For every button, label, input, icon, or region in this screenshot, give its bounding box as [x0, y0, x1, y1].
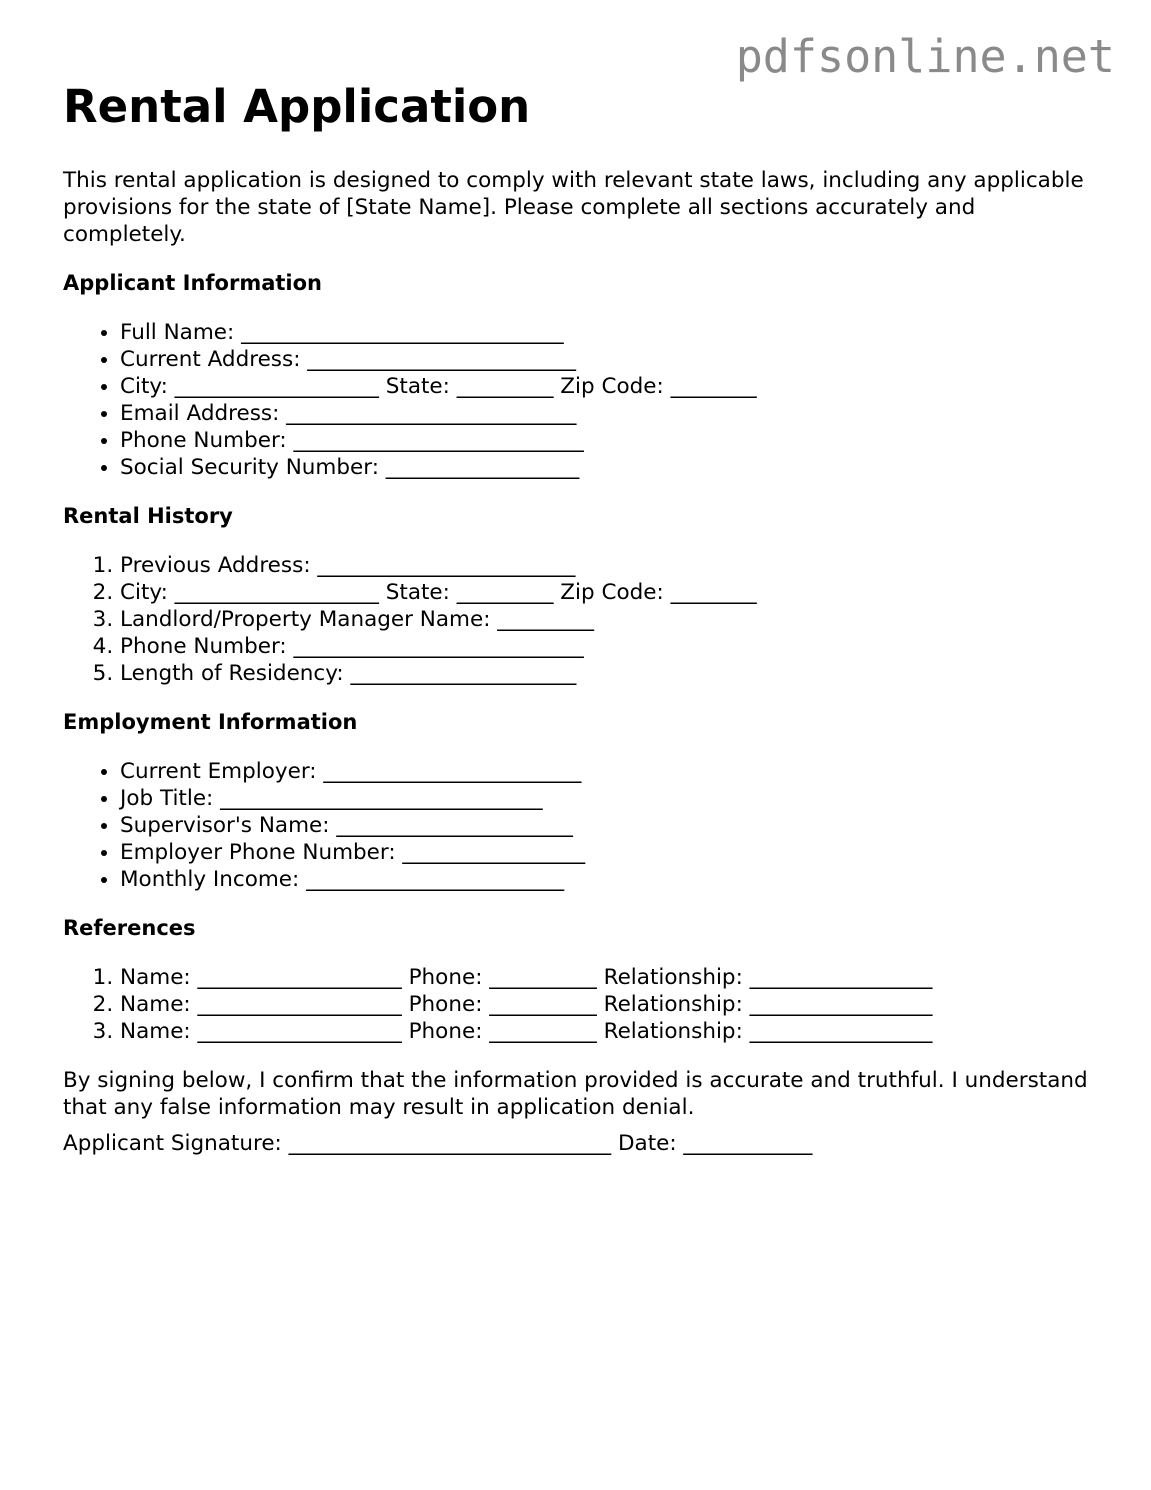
- references-list: [63, 964, 1093, 1045]
- phone-number-field[interactable]: • Phone Number: ___________________________: [120, 427, 1093, 454]
- supervisor-name-field[interactable]: • Supervisor's Name: ______________________: [120, 812, 1093, 839]
- current-address-field[interactable]: • Current Address: _________________________: [120, 346, 1093, 373]
- references-heading: References: [63, 916, 196, 940]
- reference-row[interactable]: 3. Name: ___________________ Phone: __________ Relationship: _________________: [120, 1018, 1093, 1045]
- current-employer-field[interactable]: • Current Employer: ________________________: [120, 758, 1093, 785]
- ssn-field[interactable]: • Social Security Number: __________________: [120, 454, 1093, 481]
- previous-city-state-zip-field[interactable]: 2. City: ___________________ State: _________ Zip Code: ________: [120, 579, 1093, 606]
- reference-row[interactable]: 1. Name: ___________________ Phone: __________ Relationship: _________________: [120, 964, 1093, 991]
- previous-address-field[interactable]: 1. Previous Address: ________________________: [120, 552, 1093, 579]
- employment-information-heading: Employment Information: [63, 710, 358, 734]
- applicant-information-list: [63, 319, 1093, 481]
- landlord-name-field[interactable]: 3. Landlord/Property Manager Name: _________: [120, 606, 1093, 633]
- confirmation-paragraph: By signing below, I confirm that the information provided is accurate and truthful. I understand that any false information may result in application denial.: [63, 1068, 1088, 1120]
- rental-history-list: [63, 552, 1093, 687]
- rental-history-heading: Rental History: [63, 504, 233, 528]
- full-name-field[interactable]: • Full Name: ______________________________: [120, 319, 1093, 346]
- reference-row[interactable]: 2. Name: ___________________ Phone: __________ Relationship: _________________: [120, 991, 1093, 1018]
- watermark: pdfsonline.net: [735, 30, 1115, 83]
- document-body: [63, 167, 1093, 1157]
- job-title-field[interactable]: • Job Title: ______________________________: [120, 785, 1093, 812]
- employment-information-list: [63, 758, 1093, 893]
- intro-paragraph: This rental application is designed to comply with relevant state laws, including any applicable provisions for the state of [State Name]. Please complete all sections accurately and completely.: [63, 168, 1084, 247]
- monthly-income-field[interactable]: • Monthly Income: ________________________: [120, 866, 1093, 893]
- residency-length-field[interactable]: 5. Length of Residency: _____________________: [120, 660, 1093, 687]
- signature-date-field[interactable]: Applicant Signature: ______________________________ Date: ____________: [63, 1131, 813, 1156]
- city-state-zip-field[interactable]: • City: ___________________ State: _________ Zip Code: ________: [120, 373, 1093, 400]
- applicant-information-heading: Applicant Information: [63, 271, 322, 295]
- landlord-phone-field[interactable]: 4. Phone Number: ___________________________: [120, 633, 1093, 660]
- email-address-field[interactable]: • Email Address: ___________________________: [120, 400, 1093, 427]
- employer-phone-field[interactable]: • Employer Phone Number: _________________: [120, 839, 1093, 866]
- page-title: Rental Application: [63, 80, 531, 133]
